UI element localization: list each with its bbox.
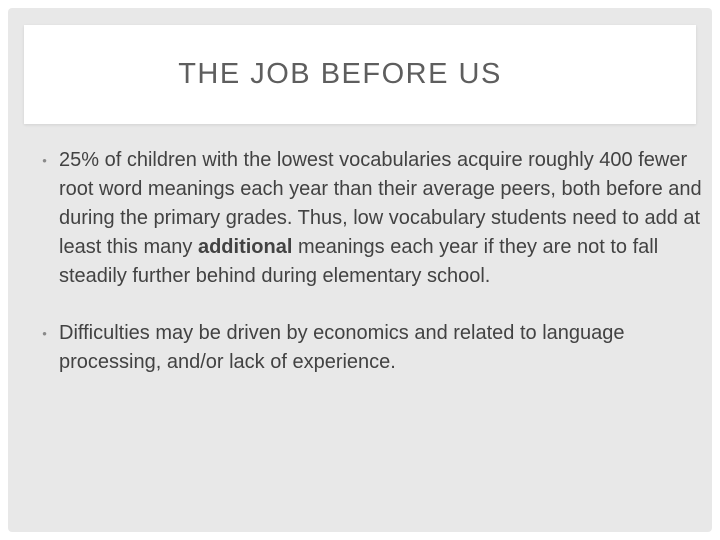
title-box [24,25,696,124]
bullet-2-text: Difficulties may be driven by economics and related to language processing, and/or lack of experience. [59,322,625,373]
bullet-1-text-part-2: meanings each year if they are not to fall steadily further behind during elementary school. [59,236,659,287]
slide [8,8,712,532]
bullet-1-emphasis: additional [197,236,293,258]
bullet-list [30,146,706,405]
bullet-1-text-part-1: 25% of children with the lowest vocabularies acquire roughly 400 fewer root word meanings each year than their average peers, both before and during the primary grades. Thus, low vocabulary students need to add at least this many [59,149,702,258]
bullet-dot-icon: • [42,326,47,341]
bullet-item-2 [30,319,706,377]
bullet-dot-icon: • [42,153,47,168]
slide-title: THE JOB BEFORE US [178,58,502,90]
bullet-item-1 [30,146,706,291]
